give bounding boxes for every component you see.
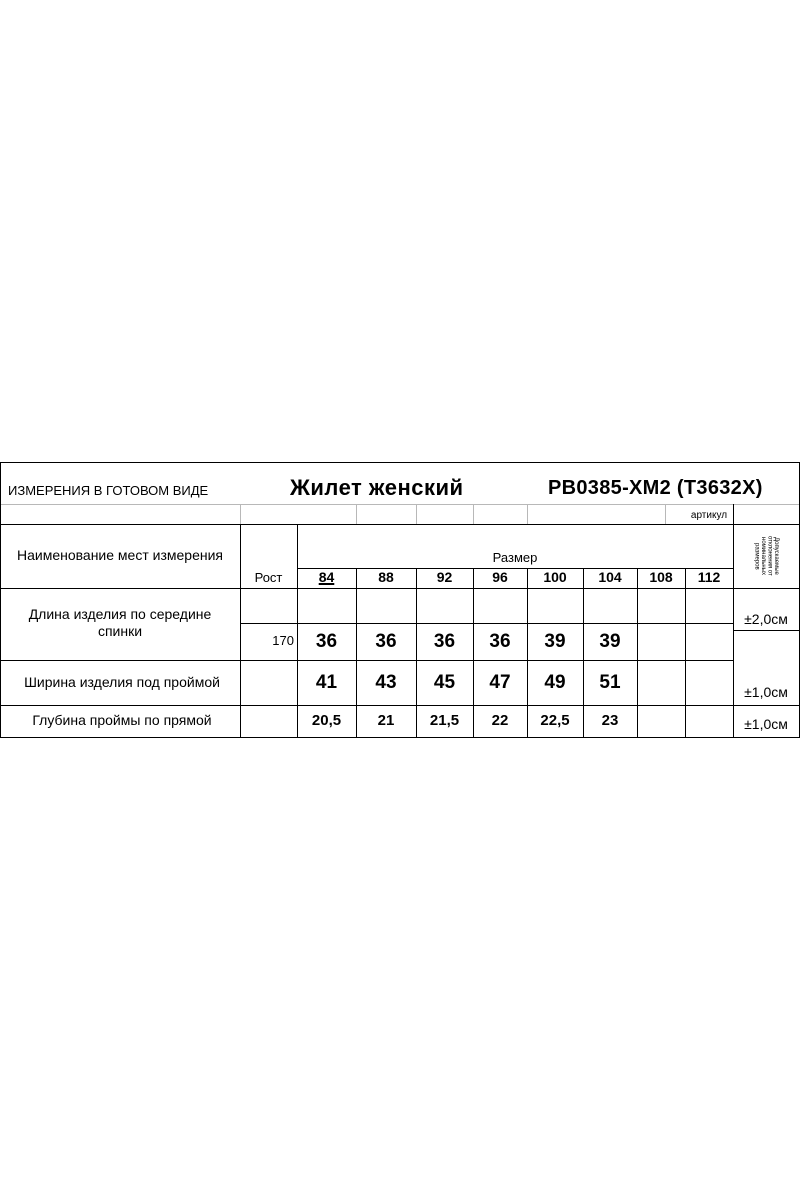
size-header-108: 108 xyxy=(649,569,673,586)
gridline-thin-v2 xyxy=(356,504,357,524)
row-3-name: Глубина проймы по прямой xyxy=(32,712,212,729)
border-left xyxy=(0,462,1,738)
size-header-84 xyxy=(297,568,356,588)
row-1-value-100: 39 xyxy=(544,630,566,652)
sheet-subtitle: ИЗМЕРЕНИЯ В ГОТОВОМ ВИДЕ xyxy=(8,482,209,498)
measurement-sheet xyxy=(0,460,800,740)
size-header-112: 112 xyxy=(697,569,721,586)
name-column-header: Наименование мест измерения xyxy=(16,547,223,564)
row-1-height: 170 xyxy=(272,633,294,649)
row-2-height xyxy=(240,660,297,705)
row-1-value-96: 36 xyxy=(489,630,511,652)
gridline-thin-v5 xyxy=(527,504,528,524)
size-header-88: 88 xyxy=(378,569,394,586)
row-1-value-104: 39 xyxy=(599,630,621,652)
size-header-96: 96 xyxy=(492,569,508,586)
row-1-tolerance: ±2,0см xyxy=(744,611,788,628)
gridline-tol1-split xyxy=(733,630,800,631)
row-2-value-88: 43 xyxy=(375,671,397,693)
border-bottom xyxy=(0,737,800,738)
gridline-thin-v3 xyxy=(416,504,417,524)
row-2-tolerance: ±1,0см xyxy=(744,684,788,701)
border-top xyxy=(0,462,800,463)
row-1-value-112 xyxy=(685,623,733,660)
row-2-value-92: 45 xyxy=(433,671,456,693)
row-2-value-108 xyxy=(637,660,685,705)
product-title: Жилет женский xyxy=(290,475,464,501)
row-2-value-112 xyxy=(685,660,733,705)
row-1-value-108 xyxy=(637,623,685,660)
row-2-value-104: 51 xyxy=(599,671,621,693)
row-2-value-84: 41 xyxy=(315,671,338,693)
article-number: РВ0385-ХМ2 (Т3632Х) xyxy=(548,476,763,499)
row-1-name: Длина изделия по середине спинки xyxy=(28,605,212,639)
row-3-value-112 xyxy=(685,705,733,737)
size-header-92: 92 xyxy=(436,569,453,586)
row-3-value-100: 22,5 xyxy=(540,711,570,729)
gridline-thin-v1 xyxy=(240,504,241,524)
size-label-84: 84 xyxy=(318,569,335,586)
row-3-height xyxy=(240,705,297,737)
article-caption: артикул xyxy=(690,509,728,521)
row-2-value-100: 49 xyxy=(544,671,566,693)
row-3-value-88: 21 xyxy=(377,711,395,729)
gridline-thin-v6 xyxy=(665,504,666,524)
row-1-value-92: 36 xyxy=(433,630,456,652)
row-2-name: Ширина изделия под проймой xyxy=(24,673,220,690)
size-group-header: Размер xyxy=(492,549,538,565)
row-3-value-84: 20,5 xyxy=(311,711,342,729)
gridline-title-bottom xyxy=(0,504,800,505)
row-1-value-88: 36 xyxy=(375,630,397,652)
tolerance-header xyxy=(733,524,799,588)
height-column-header: Рост xyxy=(254,569,283,585)
gridline-header-bottom xyxy=(0,588,800,589)
row-3-value-96: 22 xyxy=(491,711,509,729)
row-3-tolerance: ±1,0см xyxy=(744,716,788,733)
row-1-value-84: 36 xyxy=(315,630,338,652)
tolerance-header-text: Допускаемые отклонения от номинальных размеров xyxy=(753,536,780,576)
gridline-thin-v4 xyxy=(473,504,474,524)
row-3-value-92: 21,5 xyxy=(429,711,460,729)
size-header-100: 100 xyxy=(543,569,567,586)
row-2-value-96: 47 xyxy=(489,671,511,693)
size-header-104: 104 xyxy=(598,569,622,586)
row-3-value-104: 23 xyxy=(601,711,619,729)
row-3-value-108 xyxy=(637,705,685,737)
